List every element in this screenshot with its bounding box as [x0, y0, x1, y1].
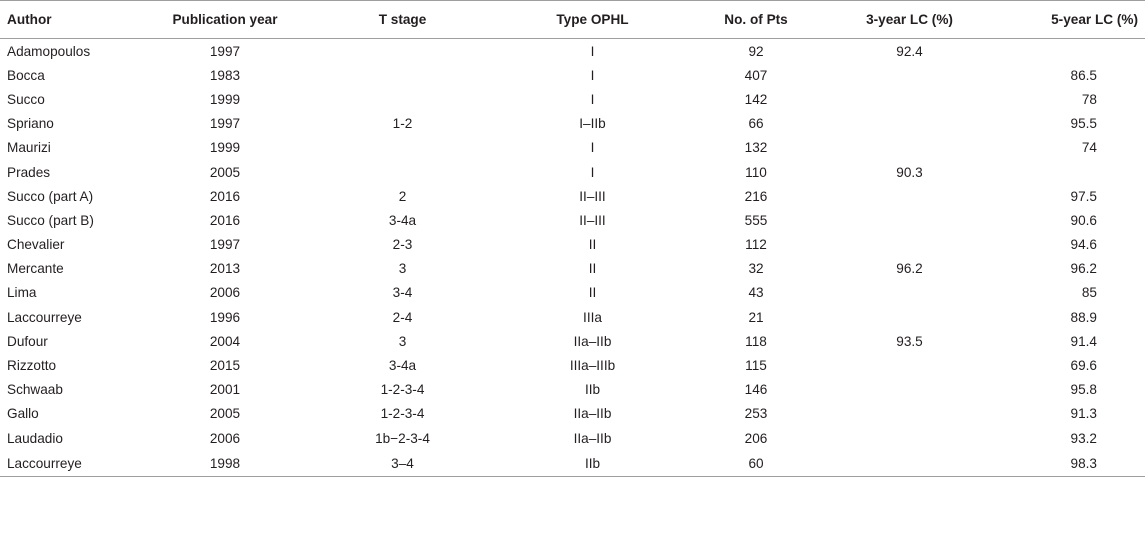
- cell-3-year-lc: [837, 184, 982, 208]
- header-row: [0, 1, 1145, 39]
- cell-author: Maurizi: [7, 140, 51, 156]
- cell-3-year-lc: [837, 402, 982, 426]
- cell-t-stage: 2-3: [392, 237, 413, 253]
- cell-3-year-lc: [837, 63, 982, 87]
- cell-no-of-pts: 60: [748, 455, 764, 471]
- header-5-year-lc: 5-year LC (%): [1051, 12, 1138, 27]
- table-row: [0, 233, 1145, 257]
- table-row: [0, 305, 1145, 329]
- cell-publication-year: 2005: [209, 406, 241, 422]
- cell-5-year-lc: 74: [1081, 140, 1097, 156]
- cell-publication-year: 2015: [209, 358, 241, 374]
- cell-no-of-pts: 66: [748, 116, 764, 132]
- cell-5-year-lc: 91.3: [1070, 406, 1097, 422]
- cell-5-year-lc: 91.4: [1070, 333, 1097, 349]
- cell-author: Bocca: [7, 67, 45, 83]
- cell-5-year-lc: 97.5: [1070, 188, 1097, 204]
- cell-publication-year: 1997: [209, 116, 241, 132]
- cell-t-stage: 3-4: [392, 285, 413, 301]
- cell-type-ophl: II–III: [579, 188, 606, 204]
- table-row: [0, 39, 1145, 64]
- cell-3-year-lc: [837, 281, 982, 305]
- cell-5-year-lc: 86.5: [1070, 67, 1097, 83]
- cell-5-year-lc: 90.6: [1070, 212, 1097, 228]
- table-row: [0, 353, 1145, 377]
- table-row: [0, 402, 1145, 426]
- cell-3-year-lc: 92.4: [896, 43, 923, 59]
- cell-type-ophl: IIb: [584, 382, 601, 398]
- cell-author: Laudadio: [7, 430, 63, 446]
- cell-author: Dufour: [7, 333, 48, 349]
- cell-no-of-pts: 92: [748, 43, 764, 59]
- cell-publication-year: 1998: [209, 455, 241, 471]
- cell-type-ophl: IIIa: [583, 309, 602, 325]
- cell-no-of-pts: 112: [745, 237, 767, 253]
- cell-author: Gallo: [7, 406, 39, 422]
- cell-3-year-lc: [837, 87, 982, 111]
- cell-publication-year: 1999: [209, 91, 241, 107]
- cell-t-stage: 1-2-3-4: [380, 382, 425, 398]
- cell-author: Succo (part A): [7, 188, 94, 204]
- cell-3-year-lc: 96.2: [896, 261, 923, 277]
- cell-type-ophl: IIb: [584, 455, 601, 471]
- cell-3-year-lc: [837, 353, 982, 377]
- cell-no-of-pts: 253: [744, 406, 768, 422]
- cell-3-year-lc: [837, 136, 982, 160]
- cell-publication-year: 1997: [209, 237, 241, 253]
- cell-3-year-lc: 93.5: [896, 333, 923, 349]
- cell-t-stage: 1-2-3-4: [380, 406, 425, 422]
- cell-5-year-lc: 94.6: [1070, 237, 1097, 253]
- cell-publication-year: 1997: [209, 43, 241, 59]
- cell-publication-year: 2006: [209, 430, 241, 446]
- cell-author: Spriano: [7, 116, 54, 132]
- cell-author: Chevalier: [7, 237, 65, 253]
- cell-no-of-pts: 43: [748, 285, 764, 301]
- cell-type-ophl: IIa–IIb: [573, 333, 612, 349]
- cell-type-ophl: II: [588, 237, 597, 253]
- cell-type-ophl: II–III: [579, 212, 606, 228]
- header-t-stage: T stage: [378, 12, 427, 27]
- cell-no-of-pts: 216: [744, 188, 768, 204]
- header-publication-year: Publication year: [172, 12, 278, 27]
- cell-no-of-pts: 118: [745, 333, 767, 349]
- cell-t-stage: 2: [398, 188, 407, 204]
- cell-type-ophl: I: [590, 91, 595, 107]
- cell-t-stage: [295, 87, 510, 111]
- cell-author: Adamopoulos: [7, 43, 91, 59]
- cell-no-of-pts: 115: [745, 358, 767, 374]
- cell-3-year-lc: [837, 450, 982, 477]
- table-row: [0, 184, 1145, 208]
- cell-author: Succo: [7, 91, 45, 107]
- header-3-year-lc: 3-year LC (%): [866, 12, 953, 27]
- cell-t-stage: [295, 39, 510, 64]
- cell-author: Rizzotto: [7, 358, 57, 374]
- cell-t-stage: [295, 136, 510, 160]
- cell-t-stage: 3–4: [391, 455, 414, 471]
- cell-5-year-lc: [982, 39, 1145, 64]
- cell-publication-year: 2001: [209, 382, 241, 398]
- cell-type-ophl: II: [588, 261, 597, 277]
- cell-type-ophl: I: [590, 43, 595, 59]
- header-author: Author: [7, 12, 52, 27]
- table-row: [0, 208, 1145, 232]
- cell-type-ophl: IIa–IIb: [573, 406, 612, 422]
- cell-publication-year: 2016: [209, 188, 241, 204]
- cell-author: Succo (part B): [7, 212, 94, 228]
- cell-author: Lima: [7, 285, 37, 301]
- cell-5-year-lc: 95.8: [1070, 382, 1097, 398]
- cell-no-of-pts: 32: [748, 261, 764, 277]
- cell-type-ophl: I: [590, 67, 595, 83]
- cell-no-of-pts: 206: [744, 430, 768, 446]
- cell-author: Laccourreye: [7, 309, 82, 325]
- cell-type-ophl: I: [590, 164, 595, 180]
- cell-type-ophl: II: [588, 285, 597, 301]
- cell-t-stage: 1b−2-3-4: [375, 430, 430, 446]
- cell-3-year-lc: [837, 112, 982, 136]
- header-type-ophl: Type OPHL: [556, 12, 629, 27]
- cell-5-year-lc: 95.5: [1070, 116, 1097, 132]
- cell-5-year-lc: 85: [1081, 285, 1097, 301]
- cell-3-year-lc: [837, 378, 982, 402]
- cell-no-of-pts: 407: [744, 67, 768, 83]
- cell-publication-year: 2016: [209, 212, 241, 228]
- cell-no-of-pts: 21: [748, 309, 764, 325]
- cell-t-stage: [295, 63, 510, 87]
- cell-publication-year: 2005: [209, 164, 241, 180]
- cell-publication-year: 2006: [209, 285, 241, 301]
- cell-5-year-lc: 96.2: [1070, 261, 1097, 277]
- table-body: [0, 39, 1145, 477]
- cell-5-year-lc: [982, 160, 1145, 184]
- cell-t-stage: 2-4: [392, 309, 413, 325]
- cell-author: Laccourreye: [7, 455, 82, 471]
- cell-type-ophl: IIa–IIb: [573, 430, 612, 446]
- table-row: [0, 87, 1145, 111]
- cell-type-ophl: IIIa–IIIb: [569, 358, 616, 374]
- cell-3-year-lc: [837, 208, 982, 232]
- cell-no-of-pts: 142: [744, 91, 768, 107]
- table-row: [0, 378, 1145, 402]
- table-row: [0, 63, 1145, 87]
- table-row: [0, 426, 1145, 450]
- cell-author: Prades: [7, 164, 51, 180]
- cell-5-year-lc: 88.9: [1070, 309, 1097, 325]
- cell-author: Schwaab: [7, 382, 63, 398]
- table-row: [0, 450, 1145, 477]
- cell-5-year-lc: 78: [1081, 91, 1097, 107]
- table-row: [0, 257, 1145, 281]
- cell-type-ophl: I–IIb: [579, 116, 606, 132]
- cell-3-year-lc: [837, 233, 982, 257]
- cell-3-year-lc: [837, 426, 982, 450]
- cell-3-year-lc: [837, 305, 982, 329]
- cell-t-stage: [295, 160, 510, 184]
- cell-no-of-pts: 132: [744, 140, 768, 156]
- table-row: [0, 329, 1145, 353]
- table-row: [0, 112, 1145, 136]
- cell-t-stage: 1-2: [392, 116, 413, 132]
- cell-t-stage: 3: [398, 333, 407, 349]
- cell-no-of-pts: 110: [745, 164, 767, 180]
- table-header: [0, 1, 1145, 39]
- cell-author: Mercante: [7, 261, 64, 277]
- cell-t-stage: 3-4a: [388, 358, 417, 374]
- cell-publication-year: 1983: [209, 67, 241, 83]
- cell-3-year-lc: 90.3: [896, 164, 923, 180]
- header-no-of-pts: No. of Pts: [724, 12, 788, 27]
- table-row: [0, 160, 1145, 184]
- cell-type-ophl: I: [590, 140, 595, 156]
- cell-publication-year: 2013: [209, 261, 241, 277]
- cell-t-stage: 3: [398, 261, 407, 277]
- cell-t-stage: 3-4a: [388, 212, 417, 228]
- cell-no-of-pts: 555: [744, 212, 768, 228]
- cell-5-year-lc: 98.3: [1070, 455, 1097, 471]
- cell-5-year-lc: 93.2: [1070, 430, 1097, 446]
- cell-publication-year: 2004: [209, 333, 241, 349]
- cell-no-of-pts: 146: [744, 382, 768, 398]
- cell-publication-year: 1999: [209, 140, 241, 156]
- table-row: [0, 136, 1145, 160]
- cell-5-year-lc: 69.6: [1070, 358, 1097, 374]
- cell-publication-year: 1996: [209, 309, 241, 325]
- table-row: [0, 281, 1145, 305]
